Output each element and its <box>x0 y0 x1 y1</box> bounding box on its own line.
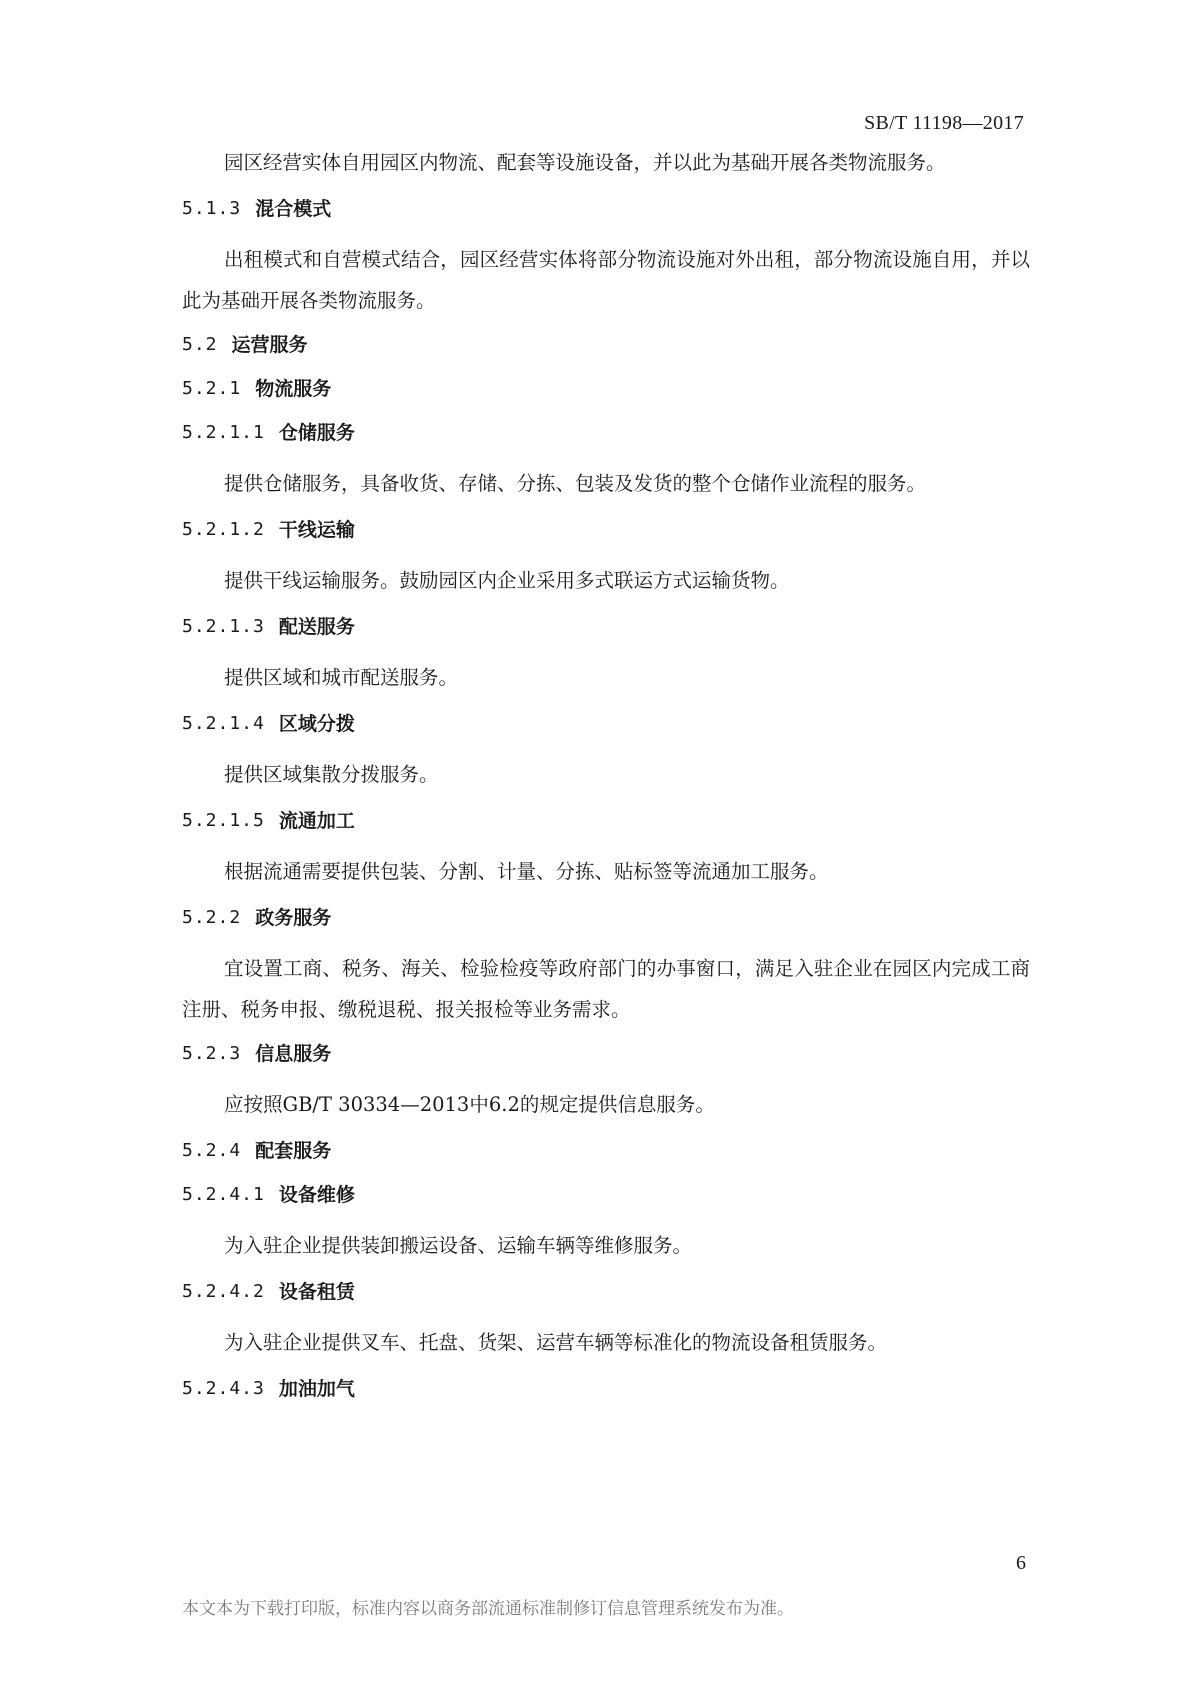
section-heading <box>182 1278 1030 1306</box>
paragraph: 为入驻企业提供叉车、托盘、货架、运营车辆等标准化的物流设备租赁服务。 <box>224 1331 888 1354</box>
section-heading <box>182 375 1030 403</box>
section-number: 5.1.3 <box>182 198 242 219</box>
section-heading <box>182 516 1030 544</box>
section-number: 5.2 <box>182 334 218 355</box>
paragraph: 应按照GB/T 30334—2013中6.2的规定提供信息服务。 <box>224 1093 715 1116</box>
section-heading <box>182 904 1030 932</box>
section-number: 5.2.3 <box>182 1043 242 1064</box>
section-title: 政务服务 <box>255 907 332 929</box>
page-number: 6 <box>1016 1552 1026 1574</box>
section-title: 混合模式 <box>255 198 332 220</box>
section-number: 5.2.1.2 <box>182 519 265 540</box>
section-title: 物流服务 <box>255 378 332 400</box>
section-heading <box>182 1137 1030 1165</box>
section-heading <box>182 710 1030 738</box>
paragraph: 提供仓储服务，具备收货、存储、分拣、包装及发货的整个仓储作业流程的服务。 <box>224 472 927 495</box>
section-title: 加油加气 <box>278 1378 355 1400</box>
section-title: 干线运输 <box>278 519 355 541</box>
section-heading <box>182 1181 1030 1209</box>
section-heading <box>182 1375 1030 1403</box>
section-heading <box>182 807 1030 835</box>
section-title: 区域分拨 <box>278 713 355 735</box>
section-title: 设备维修 <box>278 1184 355 1206</box>
paragraph: 提供区域和城市配送服务。 <box>224 666 459 689</box>
section-title: 运营服务 <box>231 334 308 356</box>
paragraph: 根据流通需要提供包装、分割、计量、分拣、贴标签等流通加工服务。 <box>224 860 829 883</box>
section-number: 5.2.4 <box>182 1140 242 1161</box>
paragraph: 宜设置工商、税务、海关、检验检疫等政府部门的办事窗口，满足入驻企业在园区内完成工商注册、税务申报、缴税退税、报关报检等业务需求。 <box>182 957 1030 1021</box>
section-heading <box>182 331 1030 359</box>
section-heading <box>182 195 1030 223</box>
section-number: 5.2.1.3 <box>182 616 265 637</box>
paragraph: 园区经营实体自用园区内物流、配套等设施设备，并以此为基础开展各类物流服务。 <box>224 151 946 174</box>
document-code: SB/T 11198—2017 <box>864 112 1024 134</box>
paragraph: 出租模式和自营模式结合，园区经营实体将部分物流设施对外出租，部分物流设施自用，并以此为基础开展各类物流服务。 <box>182 248 1030 312</box>
section-number: 5.2.4.2 <box>182 1281 265 1302</box>
section-heading <box>182 1040 1030 1068</box>
document-body <box>182 152 1030 1403</box>
section-heading <box>182 613 1030 641</box>
section-number: 5.2.1.1 <box>182 422 265 443</box>
section-number: 5.2.1.5 <box>182 810 265 831</box>
section-title: 配送服务 <box>278 616 355 638</box>
section-title: 配套服务 <box>255 1140 332 1162</box>
section-number: 5.2.4.1 <box>182 1184 265 1205</box>
section-number: 5.2.1.4 <box>182 713 265 734</box>
section-title: 设备租赁 <box>278 1281 355 1303</box>
section-number: 5.2.1 <box>182 378 242 399</box>
section-number: 5.2.4.3 <box>182 1378 265 1399</box>
section-title: 仓储服务 <box>278 422 355 444</box>
section-heading <box>182 419 1030 447</box>
download-notice: 本文本为下载打印版，标准内容以商务部流通标准制修订信息管理系统发布为准。 <box>182 1599 794 1619</box>
paragraph: 为入驻企业提供装卸搬运设备、运输车辆等维修服务。 <box>224 1234 693 1257</box>
section-title: 信息服务 <box>255 1043 332 1065</box>
paragraph: 提供区域集散分拨服务。 <box>224 763 439 786</box>
section-title: 流通加工 <box>278 810 355 832</box>
paragraph: 提供干线运输服务。鼓励园区内企业采用多式联运方式运输货物。 <box>224 569 790 592</box>
section-number: 5.2.2 <box>182 907 242 928</box>
